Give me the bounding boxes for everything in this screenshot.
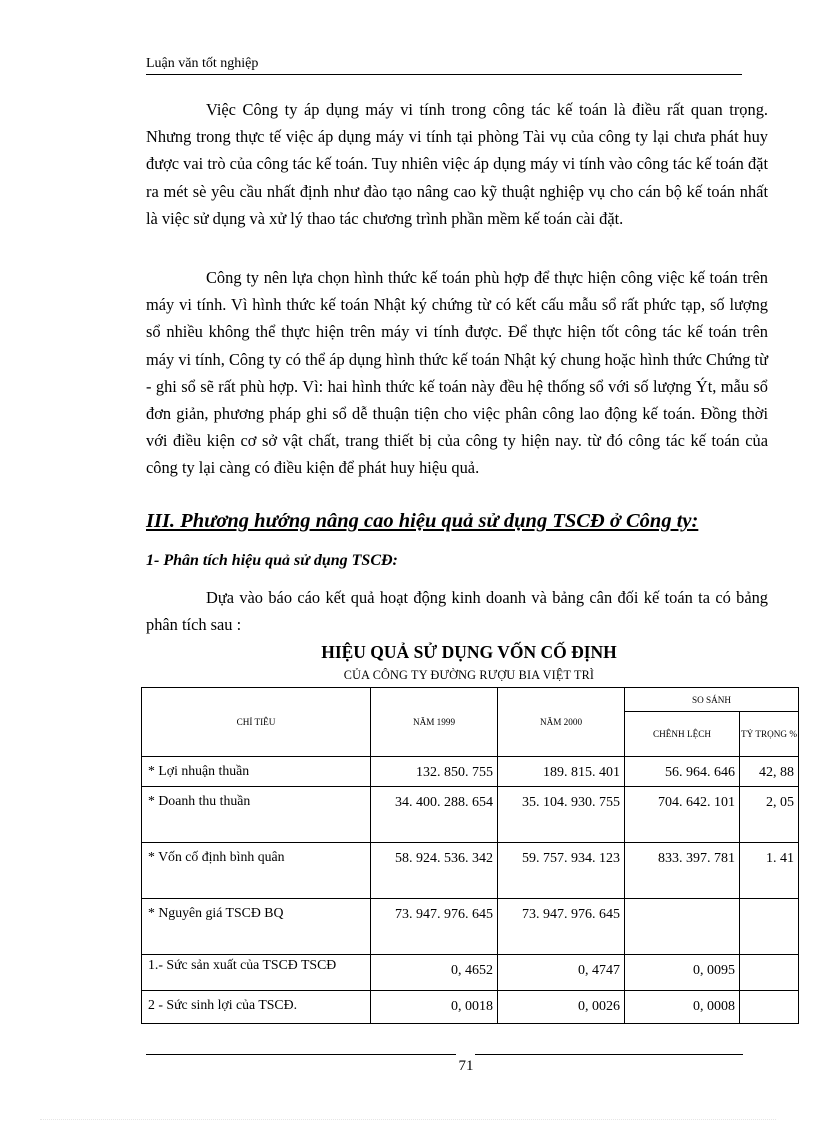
table-row (142, 787, 799, 843)
value-2000: 0, 4747 (498, 955, 625, 991)
value-1999: 132. 850. 755 (371, 757, 498, 787)
row-label: * Vốn cố định bình quân (142, 843, 371, 899)
paragraph-accounting-form: Công ty nên lựa chọn hình thức kế toán phù hợp để thực hiện công việc kế toán trên máy vi tính. Vì hình thức kế toán Nhật ký chứng từ có kết cấu mẫu sổ rất phức tạp, số lượng sổ nhiều không thể thực hiện trên máy vi tính được. Để thực hiện tốt công tác kế toán trên máy vi tính, Công ty có thể áp dụng hình thức kế toán Nhật ký chung hoặc hình thức Chứng từ - ghi sổ sẽ rất phù hợp. Vì: hai hình thức kế toán này đều hệ thống sổ với số lượng Ýt, mẫu sổ đơn giản, phương pháp ghi sổ dễ thuận tiện cho việc phân công lao động kế toán. Đồng thời với điều kiện cơ sở vật chất, trang thiết bị của công ty hiện nay. từ đó công tác kế toán của công ty lại càng có điều kiện để phát huy hiệu quả. (146, 268, 768, 478)
header-year-1999: NĂM 1999 (371, 688, 498, 757)
row-label: * Doanh thu thuần (142, 787, 371, 843)
value-ratio: 1. 41 (740, 843, 799, 899)
page-number: 71 (458, 1058, 474, 1074)
row-label: 2 - Sức sinh lợi của TSCĐ. (142, 991, 371, 1024)
value-2000: 73. 947. 976. 645 (498, 899, 625, 955)
running-header: Luận văn tốt nghiệp (146, 56, 259, 71)
value-ratio (740, 955, 799, 991)
table-title: HIỆU QUẢ SỬ DỤNG VỐN CỐ ĐỊNH (321, 642, 617, 662)
value-ratio (740, 991, 799, 1024)
value-ratio (740, 899, 799, 955)
table-row (142, 899, 799, 955)
row-label: 1.- Sức sản xuất của TSCĐ TSCĐ (142, 955, 371, 991)
footer-rule-left (146, 1054, 456, 1055)
value-1999: 58. 924. 536. 342 (371, 843, 498, 899)
value-2000: 189. 815. 401 (498, 757, 625, 787)
value-ratio: 2, 05 (740, 787, 799, 843)
subsection-heading: 1- Phân tích hiệu quả sử dụng TSCĐ: (146, 552, 398, 569)
table-row (142, 757, 799, 787)
value-difference: 0, 0008 (625, 991, 740, 1024)
value-1999: 73. 947. 976. 645 (371, 899, 498, 955)
table-row (142, 955, 799, 991)
section-heading: III. Phương hướng nâng cao hiệu quả sử dụng TSCĐ ở Công ty: (146, 510, 699, 532)
header-comparison: SO SÁNH (625, 688, 799, 712)
header-rule (146, 74, 742, 75)
header-year-2000: NĂM 2000 (498, 688, 625, 757)
paragraph-table-intro: Dựa vào báo cáo kết quả hoạt động kinh doanh và bảng cân đối kế toán ta có bảng phân tích sau : (146, 588, 768, 635)
value-ratio: 42, 88 (740, 757, 799, 787)
fixed-capital-efficiency-table (141, 687, 799, 1024)
value-difference: 0, 0095 (625, 955, 740, 991)
value-difference: 704. 642. 101 (625, 787, 740, 843)
value-difference: 833. 397. 781 (625, 843, 740, 899)
table-row (142, 991, 799, 1024)
table-row (142, 843, 799, 899)
value-1999: 0, 0018 (371, 991, 498, 1024)
value-1999: 0, 4652 (371, 955, 498, 991)
value-2000: 59. 757. 934. 123 (498, 843, 625, 899)
footer-rule-right (475, 1054, 743, 1055)
row-label: * Nguyên giá TSCĐ BQ (142, 899, 371, 955)
value-2000: 35. 104. 930. 755 (498, 787, 625, 843)
paragraph-computer-use: Việc Công ty áp dụng máy vi tính trong công tác kế toán là điều rất quan trọng. Nhưng trong thực tế việc áp dụng máy vi tính tại phòng Tài vụ của công ty lại chưa phát huy được vai trò của công tác kế toán. Tuy nhiên việc áp dụng máy vi tính vào công tác kế toán đặt ra mét sè yêu cầu nhất định như đào tạo nâng cao kỹ thuật nghiệp vụ cho cán bộ kế toán nhất là việc sử dụng và xử lý thao tác chương trình phần mềm kế toán cài đặt. (146, 100, 768, 228)
header-ratio: TỶ TRỌNG % (740, 712, 799, 757)
value-2000: 0, 0026 (498, 991, 625, 1024)
page-bottom-border (40, 1119, 776, 1120)
value-difference: 56. 964. 646 (625, 757, 740, 787)
row-label: * Lợi nhuận thuần (142, 757, 371, 787)
table-subtitle: CỦA CÔNG TY ĐƯỜNG RƯỢU BIA VIỆT TRÌ (343, 668, 595, 682)
value-difference (625, 899, 740, 955)
value-1999: 34. 400. 288. 654 (371, 787, 498, 843)
header-difference: CHÊNH LỆCH (625, 712, 740, 757)
header-indicator: CHỈ TIÊU (142, 688, 371, 757)
